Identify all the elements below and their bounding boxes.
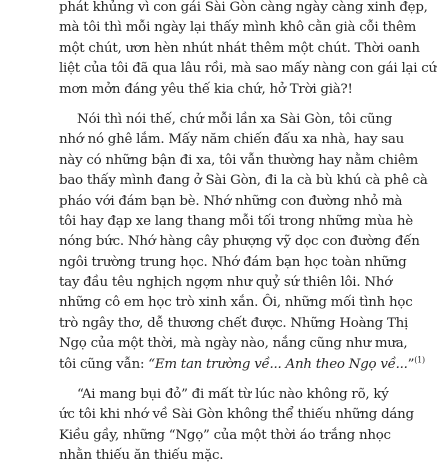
text-line: mơn mởn đáng yêu thế kia chứ, hở Trời già?! xyxy=(59,81,353,97)
text-line: liệt của tôi đã qua lâu rồi, mà sao mấy nàng con gái lại cứ xyxy=(59,61,437,77)
text-line: những cô em học trò xinh xắn. Ôi, những mối tình học xyxy=(59,295,413,311)
paragraph-2 xyxy=(59,110,428,375)
text-line: nhớ nó ghê lắm. Mấy năm chiến đấu xa nhà, hay sau xyxy=(59,132,405,148)
text-line: phát khủng vì con gái Sài Gòn càng ngày càng xinh đẹp, xyxy=(59,0,428,15)
text-line: tôi hay đạp xe lang thang mỗi tối trong những mùa hè xyxy=(59,213,413,229)
paragraph-gap xyxy=(59,100,379,110)
text-line: Ngọ của một thời, mà ngày nào, nắng cũng như mưa, xyxy=(59,336,408,352)
text-line: ngôi trường trung học. Nhớ đám bạn học toàn những xyxy=(59,254,407,270)
paragraph-1 xyxy=(59,0,437,100)
song-quote: “Em tan trường về... Anh theo Ngọ về... xyxy=(148,356,408,372)
text-line: nhằn thiếu ăn thiếu mặc. xyxy=(59,448,224,464)
text-line: trò ngây thơ, dễ thương chết được. Những Hoàng Thị xyxy=(59,315,409,331)
text-line: Nói thì nói thế, chứ mỗi lần xa Sài Gòn, tôi cũng xyxy=(77,111,393,127)
text-line: ức tôi khi nhớ về Sài Gòn không thể thiếu những dáng xyxy=(59,407,414,423)
line-prefix: tôi cũng vẫn: xyxy=(59,356,149,372)
text-line: pháo với đám bạn bè. Nhớ những con đường nhỏ mà xyxy=(59,193,403,209)
footnote-marker[interactable]: (1) xyxy=(414,355,425,365)
text-line: này có những bận đi xa, tôi vẫn thường hay nằm chiêm xyxy=(59,152,418,168)
text-line: bao thấy mình đang ở Sài Gòn, đi la cà bù khú cà phê cà xyxy=(59,173,428,189)
paragraph-gap xyxy=(59,375,379,385)
text-line: một chút, ươn hèn nhút nhát thêm một chút. Thời oanh xyxy=(59,40,420,56)
text-line: nóng bức. Nhớ hàng cây phượng vỹ dọc con đường đến xyxy=(59,234,420,250)
text-line xyxy=(59,355,425,375)
paragraph-3 xyxy=(59,385,414,467)
body-text xyxy=(59,0,437,467)
quote-close: ” xyxy=(407,356,415,372)
text-line: tay đầu têu nghịch ngợm như quỷ sứ thiên lôi. Nhớ xyxy=(59,275,393,291)
text-line: “Ai mang bụi đỏ” đi mất từ lúc nào không rõ, ký xyxy=(77,387,389,403)
text-line: Kiều gầy, những “Ngọ” của một thời áo trắng nhọc xyxy=(59,427,391,443)
text-line: mà tôi thì mỗi ngày lại thấy mình khô cằn già cỗi thêm xyxy=(59,20,417,36)
